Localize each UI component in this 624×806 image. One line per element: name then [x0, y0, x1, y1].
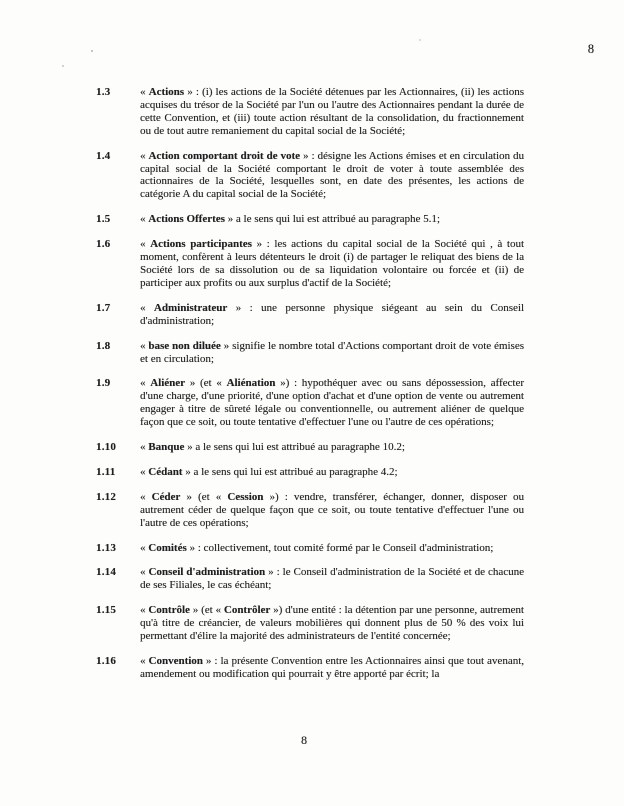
definition-item-1.14: [96, 566, 524, 592]
definition-number: 1.14: [96, 566, 117, 579]
defined-term: Actions participantes: [150, 238, 252, 251]
defined-term: Aliéner: [150, 377, 186, 390]
definition-number: 1.7: [96, 301, 111, 314]
scan-speck: [419, 39, 421, 41]
definition-item-1.9: [96, 377, 524, 429]
defined-term: Cession: [227, 490, 264, 503]
definition-text: « base non diluée » signifie le nombre total d'Actions comportant droit de vote émises et en circulation;: [140, 339, 524, 365]
defined-term: Action comportant droit de vote: [148, 149, 301, 162]
defined-term: Administrateur: [153, 301, 228, 314]
footer-page-number: 8: [301, 733, 307, 747]
definition-text: « Actions Offertes » a le sens qui lui est attribué au paragraphe 5.1;: [140, 213, 440, 226]
defined-term: Comités: [148, 541, 187, 554]
definition-number: 1.8: [96, 339, 111, 352]
scan-speck: [62, 65, 64, 67]
definition-item-1.5: [96, 213, 524, 226]
definition-item-1.7: [96, 302, 524, 328]
definition-number: 1.3: [96, 86, 111, 98]
definition-text: « Actions participantes » : les actions du capital social de la Société qui , à tout moment, confèrent à leurs détenteurs le droit (i) de partager le reliquat des biens de la Société lors de sa dissolution ou de sa liquidation volontaire ou forcée et (ii) de participer aux profits ou aux surplus d'actif de la Société;: [140, 238, 525, 289]
definition-text: « Convention » : la présente Convention entre les Actionnaires ainsi que tout avenant, amendement ou modification qui pourrait y être apporté par écrit; la: [140, 655, 525, 680]
defined-term: Contrôler: [223, 604, 271, 617]
scan-speck: [91, 50, 93, 52]
definition-number: 1.9: [96, 377, 111, 390]
definition-text: « Conseil d'administration » : le Conseil d'administration de la Société et de chacune de ses Filiales, le cas échéant;: [140, 566, 525, 592]
defined-term: Cédant: [148, 465, 183, 478]
defined-term: base non diluée: [148, 339, 221, 352]
definitions-list: [96, 86, 524, 693]
definition-number: 1.4: [96, 149, 111, 162]
definition-text: « Actions » : (i) les actions de la Société détenues par les Actionnaires, (ii) les actions acquises du trésor de la Société par l'un ou l'autre des Actionnaires pendant la durée de cette Convention, et (iii) toute action résultant de la consolidation, du fractionnement ou de tout autre remaniement du capital social de la Société;: [140, 86, 524, 137]
definition-item-1.11: [96, 466, 524, 479]
defined-term: Actions Offertes: [148, 213, 225, 226]
definition-text: « Aliéner » (et « Aliénation ») : hypothéquer avec ou sans dépossession, affecter d'une charge, d'une priorité, d'une option d'achat et d'une option de vente ou autrement engager à titre de sûreté légale ou conventionnelle, ou autrement aliéner de quelque façon que ce soit, ou toute tentative d'effectuer l'une ou l'autre de ces opérations;: [140, 377, 524, 429]
definition-item-1.4: [96, 150, 524, 202]
definition-text: « Administrateur » : une personne physique siégeant au sein du Conseil d'administration;: [140, 301, 525, 327]
defined-term: Contrôle: [148, 604, 190, 617]
definition-number: 1.13: [96, 541, 117, 554]
definition-item-1.12: [96, 491, 524, 530]
definition-number: 1.12: [96, 490, 117, 503]
definition-number: 1.16: [96, 655, 117, 667]
definition-item-1.10: [96, 441, 524, 454]
definition-item-1.3: [96, 86, 524, 138]
definition-number: 1.15: [96, 604, 117, 617]
defined-term: Conseil d'administration: [148, 566, 266, 579]
definition-text: « Banque » a le sens qui lui est attribué au paragraphe 10.2;: [140, 441, 405, 454]
defined-term: Aliénation: [226, 377, 276, 390]
defined-term: Convention: [148, 655, 203, 667]
definition-text: « Contrôle » (et « Contrôler ») d'une entité : la détention par une personne, autrement qu'à titre de créancier, de valeurs mobilières qui donnent plus de 50 % des voix lui permettant d'élire la majorité des administrateurs de l'entité concernée;: [140, 604, 524, 643]
definition-number: 1.5: [96, 213, 111, 226]
definition-text: « Action comportant droit de vote » : désigne les Actions émises et en circulation du capital social de la Société comportant le droit de voter à toute assemblée des actionnaires de la Société, lesquelles sont, en date des présentes, les actions de catégorie A du capital social de la Société;: [140, 149, 525, 201]
definition-item-1.8: [96, 340, 524, 366]
defined-term: Actions: [148, 86, 185, 98]
definition-number: 1.10: [96, 441, 117, 454]
header-page-number: 8: [587, 42, 594, 56]
definition-number: 1.6: [96, 238, 111, 251]
definition-item-1.15: [96, 604, 524, 643]
definition-item-1.16: [96, 655, 524, 681]
definition-item-1.13: [96, 542, 524, 555]
defined-term: Céder: [151, 490, 181, 503]
defined-term: Banque: [148, 441, 185, 454]
definition-item-1.6: [96, 238, 524, 290]
definition-text: « Comités » : collectivement, tout comité formé par le Conseil d'administration;: [140, 541, 494, 554]
definition-number: 1.11: [96, 465, 116, 478]
definition-text: « Cédant » a le sens qui lui est attribué au paragraphe 4.2;: [140, 465, 398, 478]
definition-text: « Céder » (et « Cession ») : vendre, transférer, échanger, donner, disposer ou autrement céder de quelque façon que ce soit, ou toute tentative d'effectuer l'une ou l'autre de ces opérations;: [140, 490, 524, 529]
